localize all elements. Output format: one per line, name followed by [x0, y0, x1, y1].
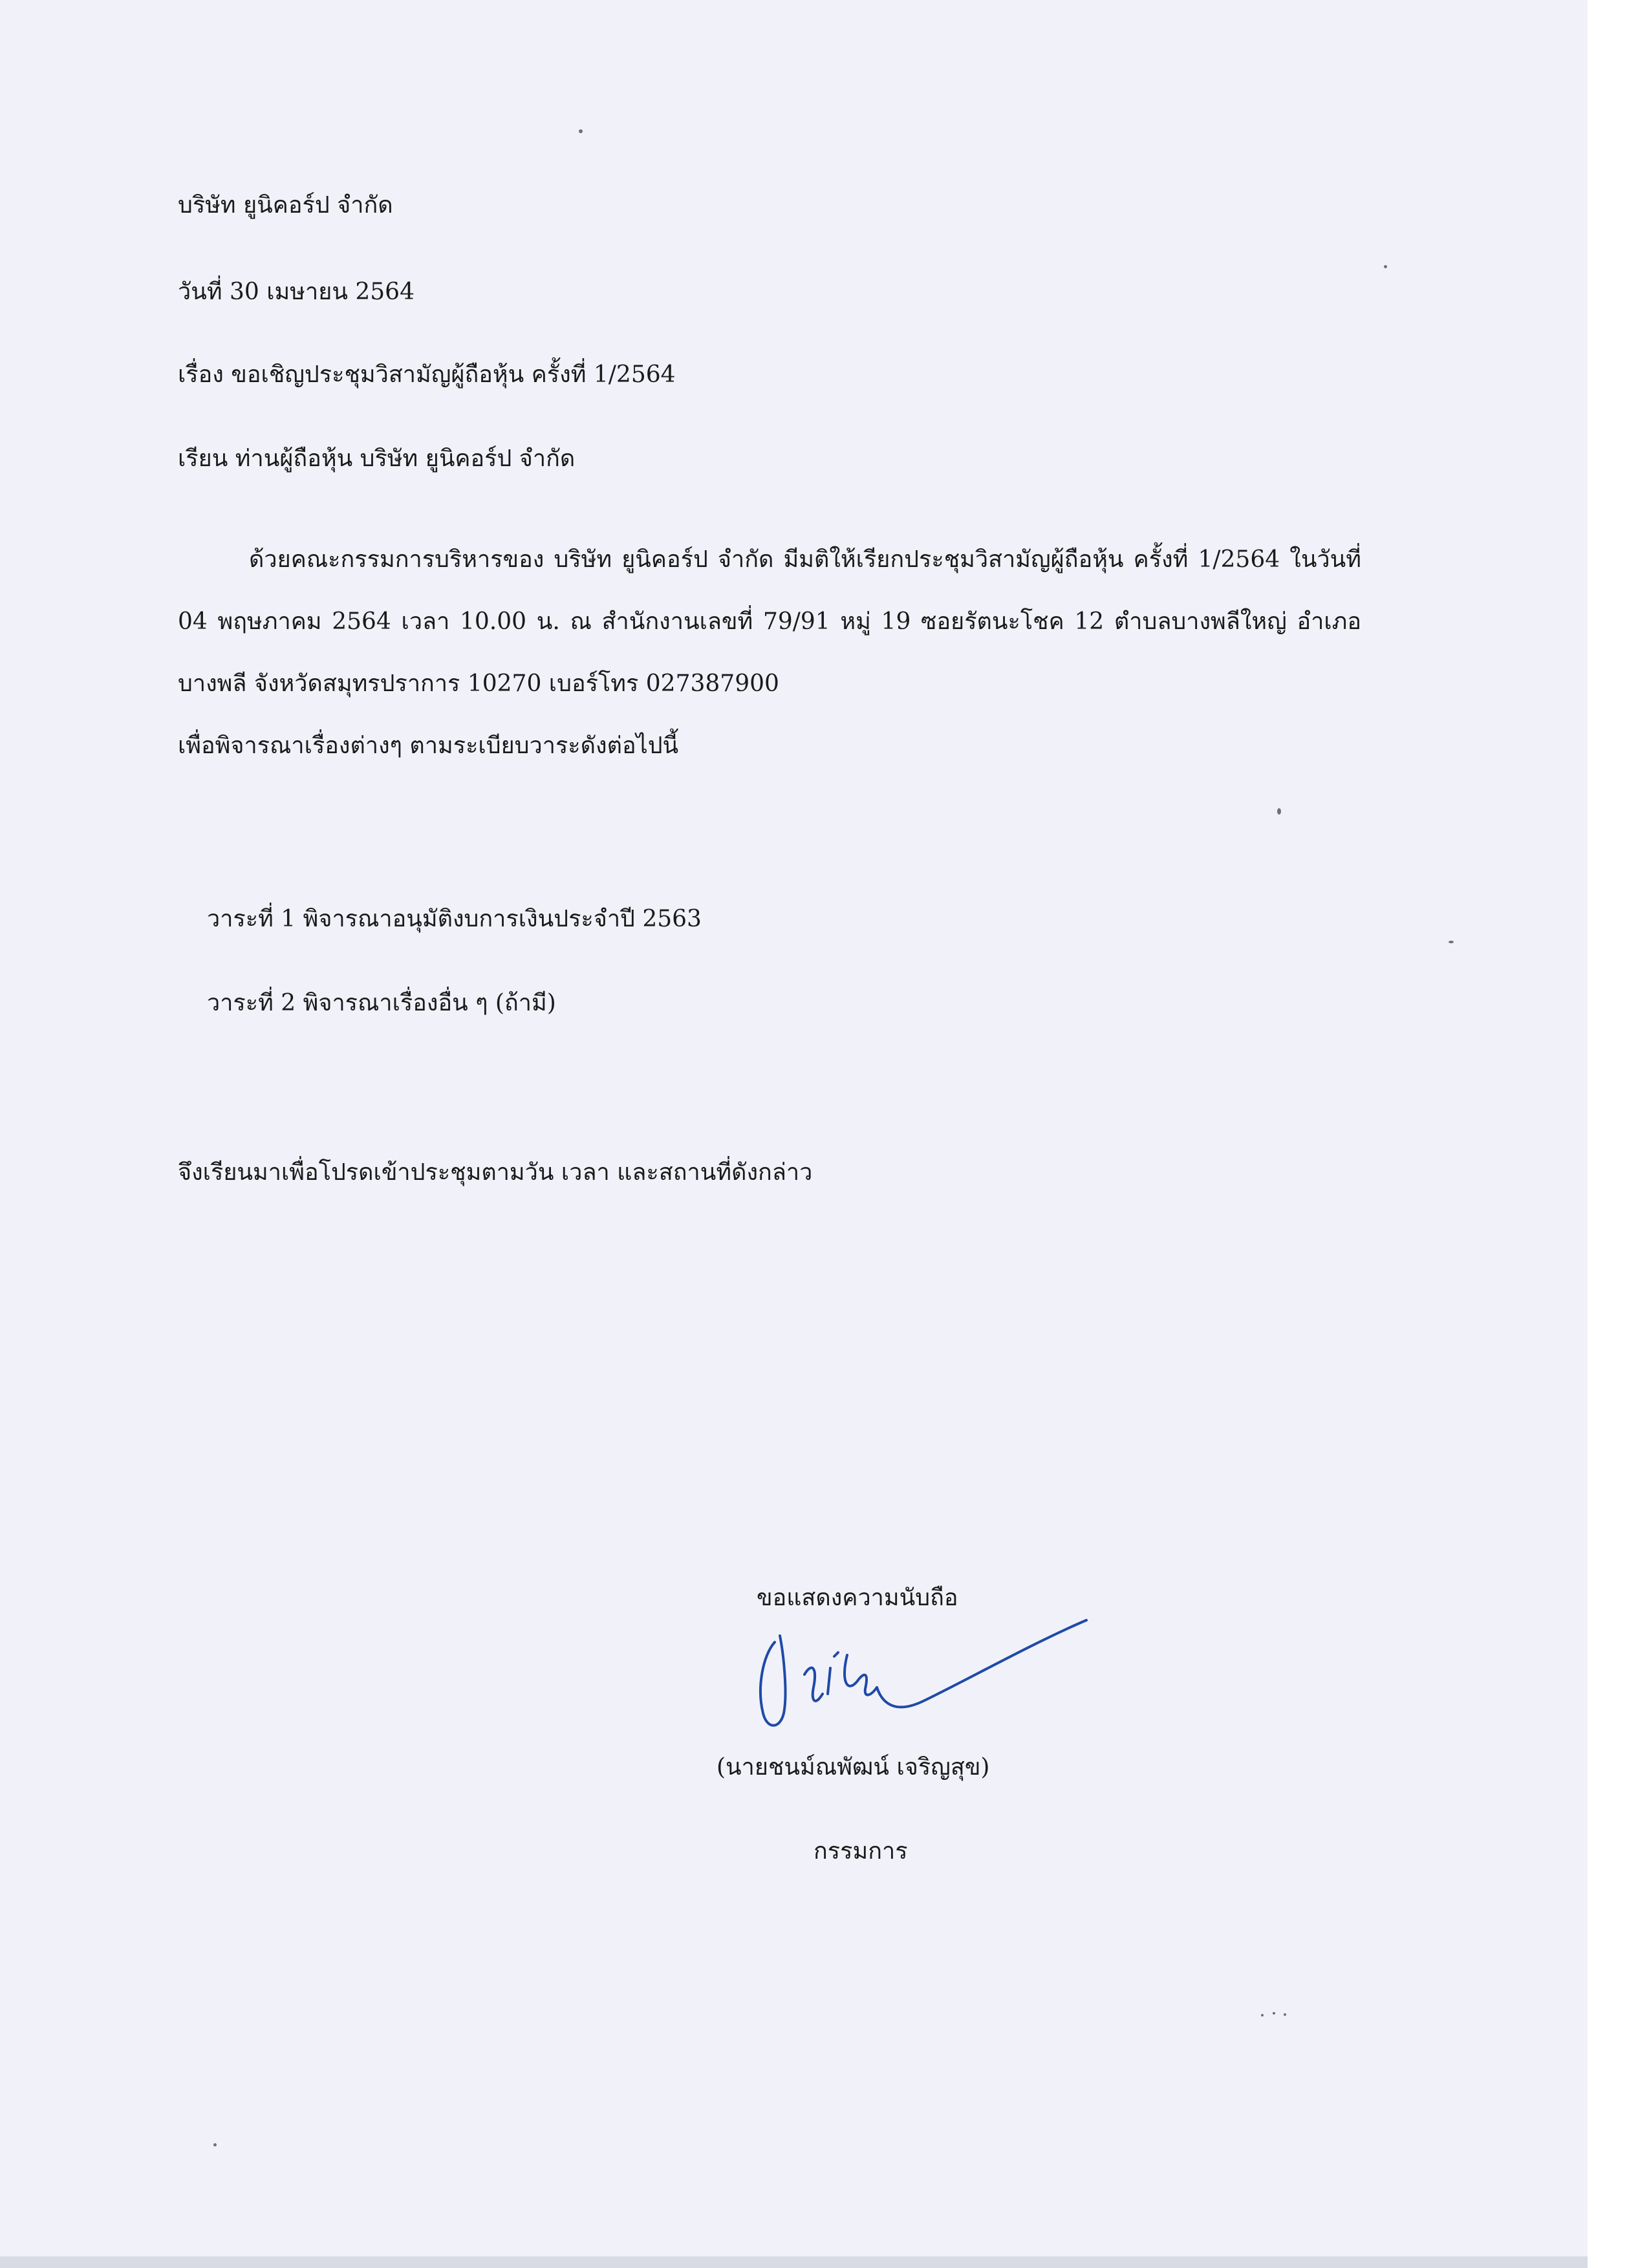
- scan-speck: [1449, 941, 1454, 943]
- body-text: ด้วยคณะกรรมการบริหารของ บริษัท ยูนิคอร์ป จำกัด มีมติให้เรียกประชุมวิสามัญผู้ถือหุ้น ครั้งที่ 1/2564 ในวันที่ 04 พฤษภาคม 2564 เวลา 10.00 น. ณ สำนักงานเลขที่ 79/91 หมู่ 19 ซอยรัตนะโชค 12 ตำบลบางพลีใหญ่ อำเภอบางพลี จังหวัดสมุทรปราการ 10270 เบอร์โทร 027387900: [178, 546, 1361, 697]
- scan-speck: [1384, 265, 1387, 268]
- signature-icon: [750, 1616, 1099, 1746]
- scan-speck: [1284, 2013, 1286, 2016]
- scan-speck: [1273, 2012, 1275, 2015]
- signer-position: กรรมการ: [814, 1838, 908, 1865]
- agenda-item-1: วาระที่ 1 พิจารณาอนุมัติงบการเงินประจำปี 2563: [207, 906, 702, 932]
- letter-subject: เรื่อง ขอเชิญประชุมวิสามัญผู้ถือหุ้น ครั้งที่ 1/2564: [178, 361, 676, 388]
- regards-line: ขอแสดงความนับถือ: [757, 1585, 958, 1611]
- signer-name: (นายชนม์ณพัฒน์ เจริญสุข): [717, 1754, 990, 1781]
- scan-speck: [213, 2143, 217, 2146]
- closing-line: จึงเรียนมาเพื่อโปรดเข้าประชุมตามวัน เวลา และสถานที่ดังกล่าว: [178, 1159, 813, 1186]
- scan-edge-bottom: [0, 2256, 1588, 2268]
- scan-speck: [1277, 808, 1281, 815]
- consider-intro: เพื่อพิจารณาเรื่องต่างๆ ตามระเบียบวาระดังต่อไปนี้: [178, 733, 679, 759]
- scan-speck: [1261, 2014, 1264, 2017]
- body-paragraph: [178, 529, 1361, 715]
- scan-edge-right: [1588, 0, 1649, 2268]
- scan-speck: [579, 129, 583, 133]
- company-name: บริษัท ยูนิคอร์ป จำกัด: [178, 192, 393, 219]
- letter-date: วันที่ 30 เมษายน 2564: [178, 279, 415, 305]
- letter-recipient: เรียน ท่านผู้ถือหุ้น บริษัท ยูนิคอร์ป จำกัด: [178, 445, 576, 472]
- agenda-item-2: วาระที่ 2 พิจารณาเรื่องอื่น ๆ (ถ้ามี): [207, 990, 556, 1016]
